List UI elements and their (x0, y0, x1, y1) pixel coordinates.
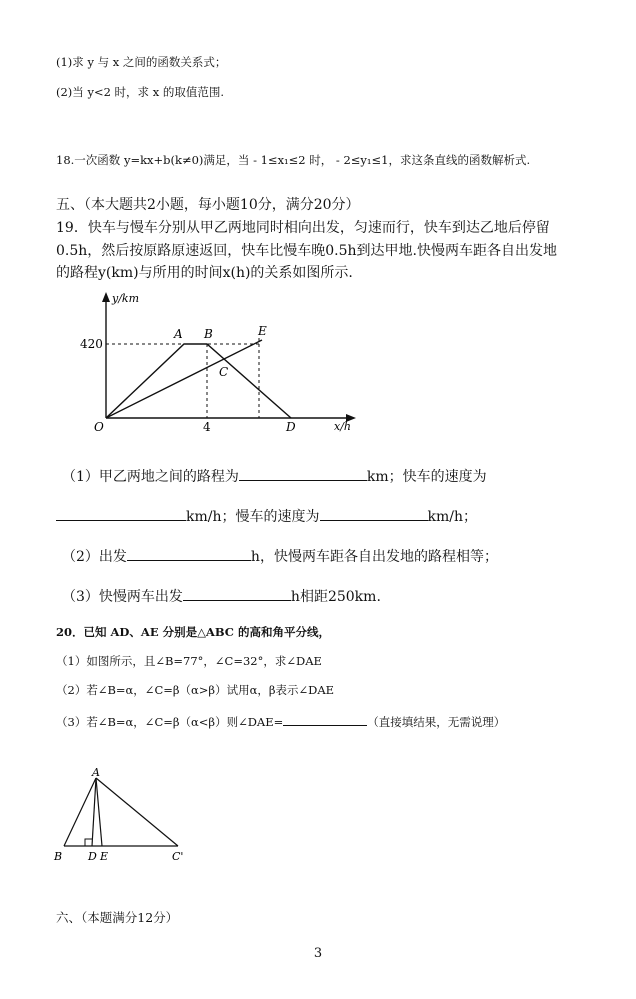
page-number: 3 (313, 946, 323, 961)
distance-time-graph (76, 284, 366, 434)
q19-p3-end: . (376, 589, 381, 605)
point-d-label: D (286, 420, 296, 434)
q20-p3-suffix: （直接填结果，无需说理） (367, 715, 506, 729)
q20-p3-prefix: （3）若∠B=α，∠C=β（α<β）则∠DAE= (56, 715, 284, 729)
q20-part2: （2）若∠B=α，∠C=β（α>β）试用α，β表示∠DAE (56, 683, 335, 697)
y-axis-arrow (102, 292, 110, 302)
q19-p1-mid2: km/h；慢车的速度为 (186, 509, 320, 525)
q19-line2: 0.5h，然后按原路原速返回，快车比慢车晚0.5h到达甲地.快慢两车距各自出发地 (56, 243, 558, 259)
point-b-label: B (204, 327, 213, 341)
q18-text: 18.一次函数 y=kx+b(k≠0)满足，当 - 1≤x₁≤2 时， - 2≤y₁≤1，求这条直线的函数解析式. (56, 153, 531, 167)
q19-part2 (62, 546, 498, 566)
q19-p1-mid: km；快车的速度为 (366, 469, 487, 485)
q19-p3-prefix: （3）快慢两车出发 (62, 589, 183, 605)
q19-part3 (62, 586, 381, 606)
distance-answer-blank[interactable] (239, 466, 367, 481)
y-axis-label: y/km (112, 292, 140, 305)
q19-p3-mid: h相距 (290, 589, 328, 605)
altitude-ad (92, 778, 96, 846)
vertex-a-label: A (92, 766, 100, 779)
q20-part1: （1）如图所示，且∠B=77°，∠C=32°，求∠DAE (56, 654, 322, 668)
q17-part1: (1)求 y 与 x 之间的函数关系式； (56, 55, 227, 69)
point-c-label: C (219, 365, 229, 379)
equal-distance-time-blank[interactable] (127, 546, 251, 561)
slow-car-line (106, 340, 262, 418)
side-ac (96, 778, 178, 846)
q20-stem: 20．已知 AD、AE 分别是△ABC 的高和角平分线， (56, 625, 330, 639)
section6-heading: 六、（本题满分12分） (56, 910, 179, 925)
q19-p1-end: km/h； (427, 509, 477, 525)
q17-part2: (2)当 y<2 时，求 x 的取值范围. (56, 85, 225, 99)
q19-line3: 的路程y(km)与所用的时间x(h)的关系如图所示. (56, 265, 353, 281)
q19-part1-line1 (62, 466, 487, 486)
x-tick-4: 4 (203, 420, 211, 434)
section5-heading: 五、（本大题共2小题，每小题10分，满分20分） (56, 197, 360, 213)
point-a-label: A (174, 327, 183, 341)
bisector-ae (96, 778, 102, 846)
q20-part3 (56, 711, 505, 730)
triangle-figure (52, 764, 202, 864)
slow-speed-blank[interactable] (320, 506, 428, 521)
point-d-label: D (88, 850, 97, 863)
q19-p3-distance: 250km (327, 589, 377, 605)
apart-time-blank[interactable] (183, 586, 291, 601)
vertex-c-label: C' (172, 850, 184, 863)
fast-speed-blank[interactable] (56, 506, 186, 521)
q19-p2-suffix: h，快慢两车距各自出发地的路程相等； (250, 549, 498, 565)
right-angle-mark (85, 839, 92, 846)
point-e-label: E (258, 324, 267, 338)
fast-car-line (106, 344, 291, 418)
dae-answer-blank[interactable] (283, 711, 367, 726)
q19-p2-prefix: （2）出发 (62, 549, 127, 565)
side-ab (64, 778, 96, 846)
q19-part1-line2 (56, 506, 477, 526)
vertex-b-label: B (54, 850, 63, 863)
x-axis-label: x/h (334, 420, 351, 433)
q19-p1-prefix: （1）甲乙两地之间的路程为 (62, 469, 239, 485)
point-e-label: E (100, 850, 109, 863)
q19-line1: 19．快车与慢车分别从甲乙两地同时相向出发，匀速而行，快车到达乙地后停留 (56, 220, 550, 236)
origin-label: O (94, 420, 104, 434)
y-tick-420: 420 (80, 337, 103, 351)
